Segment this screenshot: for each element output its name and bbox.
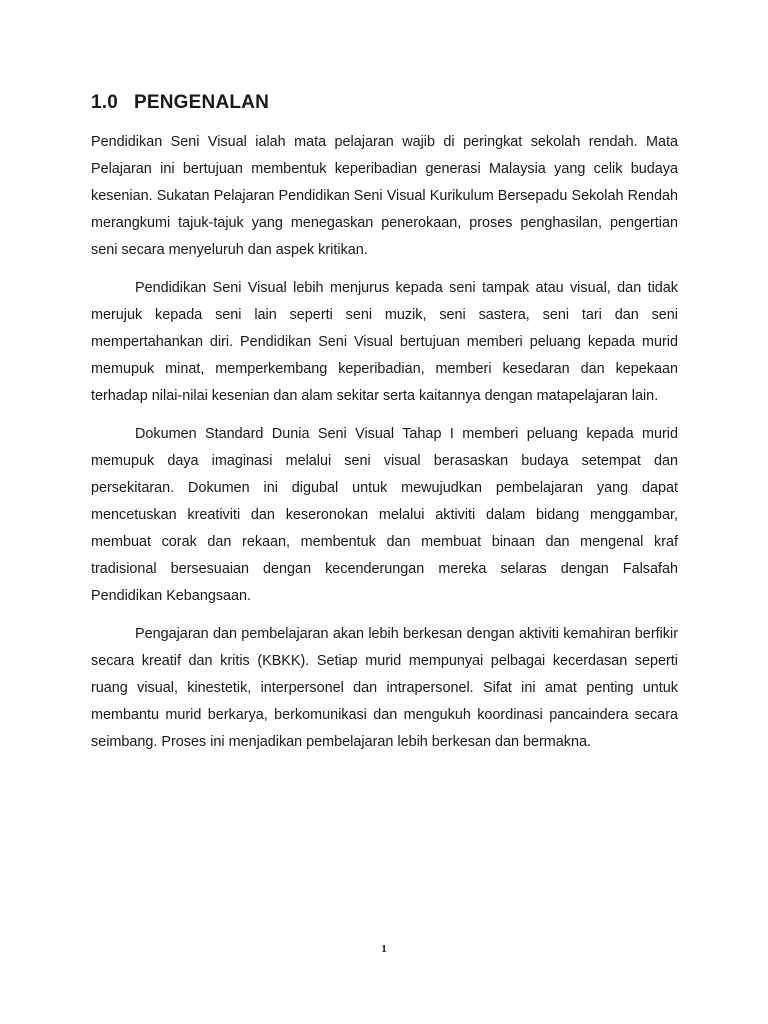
page-number: 1: [381, 943, 387, 955]
paragraph-4: Pengajaran dan pembelajaran akan lebih berkesan dengan aktiviti kemahiran berfikir secara kreatif dan kritis (KBKK). Setiap murid mempunyai pelbagai kecerdasan seperti ruang visual, kinestetik, interpersonel dan intrapersonel. Sifat ini amat penting untuk membantu murid berkarya, berkomunikasi dan mengukuh koordinasi pancaindera secara seimbang. Proses ini menjadikan pembelajaran lebih berkesan dan bermakna.: [91, 626, 678, 750]
section-title: PENGENALAN: [134, 92, 270, 113]
paragraph-2: Pendidikan Seni Visual lebih menjurus kepada seni tampak atau visual, dan tidak merujuk kepada seni lain seperti seni muzik, seni sastera, seni tari dan seni mempertahankan diri. Pendidikan Seni Visual bertujuan memberi peluang kepada murid memupuk minat, memperkembang keperibadian, memberi kesedaran dan kepekaan terhadap nilai-nilai kesenian dan alam sekitar serta kaitannya dengan matapelajaran lain.: [91, 280, 678, 404]
section-heading: [91, 92, 269, 114]
section-number: 1.0: [91, 92, 119, 113]
body-text: [91, 129, 678, 767]
paragraph-1: Pendidikan Seni Visual ialah mata pelajaran wajib di peringkat sekolah rendah. Mata Pelajaran ini bertujuan membentuk keperibadian generasi Malaysia yang celik budaya kesenian. Sukatan Pelajaran Pendidikan Seni Visual Kurikulum Bersepadu Sekolah Rendah merangkumi tajuk-tajuk yang menegaskan penerokaan, proses penghasilan, pengertian seni secara menyeluruh dan aspek kritikan.: [91, 134, 678, 258]
paragraph-3: Dokumen Standard Dunia Seni Visual Tahap I memberi peluang kepada murid memupuk daya imaginasi melalui seni visual berasaskan budaya setempat dan persekitaran. Dokumen ini digubal untuk mewujudkan pembelajaran yang dapat mencetuskan kreativiti dan keseronokan melalui aktiviti dalam bidang menggambar, membuat corak dan rekaan, membentuk dan membuat binaan dan mengenal kraf tradisional bersesuaian dengan kecenderungan mereka selaras dengan Falsafah Pendidikan Kebangsaan.: [91, 426, 678, 604]
